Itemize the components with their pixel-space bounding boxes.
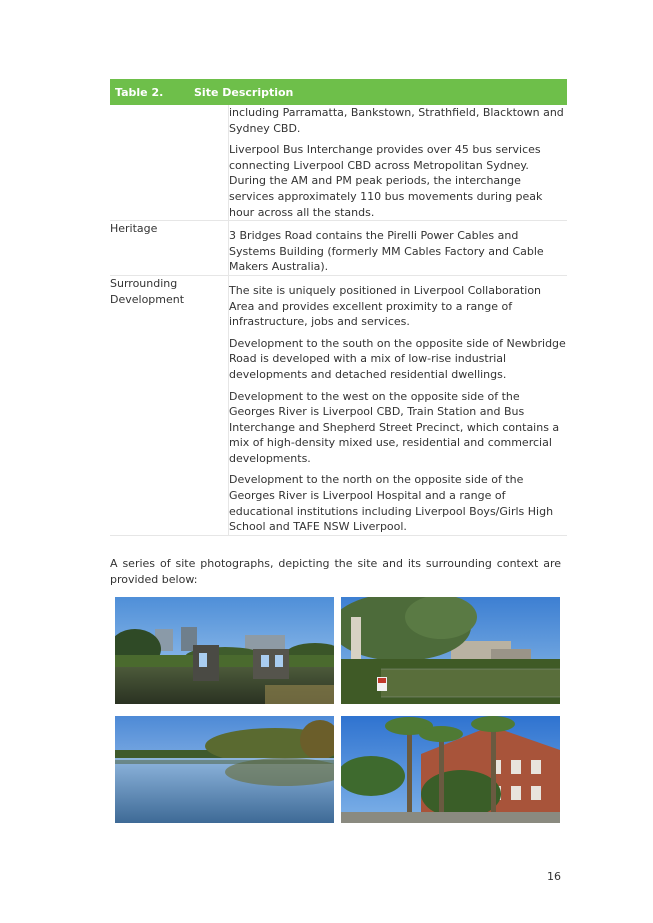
table-body (110, 105, 567, 536)
photo-river-reflection (115, 716, 334, 823)
row-description (229, 275, 568, 535)
row-label: Heritage (110, 221, 229, 276)
photo-river-bridge-piers (115, 597, 334, 704)
table-row (110, 221, 567, 276)
description-paragraph: Development to the north on the opposite side of the Georges River is Liverpool Hospital and a range of educational institutions including Liverpool Boys/Girls High School and TAFE NSW Liverpool. (229, 473, 554, 534)
table-number: Table 2. (115, 85, 164, 99)
photos-intro-text: A series of site photographs, depicting the site and its surrounding context are provided below: (110, 557, 561, 586)
description-paragraph: Liverpool Bus Interchange provides over 45 bus services connecting Liverpool CBD across Metropolitan Sydney. During the AM and PM peak periods, the interchange services approximately 110 bus movements during peak hour across all the stands. (229, 143, 543, 219)
row-label: Surrounding Development (110, 275, 229, 535)
description-paragraph: including Parramatta, Bankstown, Strathfield, Blacktown and Sydney CBD. (229, 106, 564, 135)
description-paragraph: The site is uniquely positioned in Liverpool Collaboration Area and provides excellent proximity to a range of infrastructure, jobs and services. (229, 283, 542, 329)
site-description-table (110, 79, 567, 536)
photo-gum-tree-fence (341, 597, 560, 704)
description-paragraph: 3 Bridges Road contains the Pirelli Power Cables and Systems Building (formerly MM Cables Factory and Cable Makers Australia). (229, 229, 544, 274)
table-row (110, 275, 567, 535)
row-label (110, 105, 229, 221)
row-description (229, 221, 568, 276)
table-row (110, 105, 567, 221)
page-number: 16 (547, 870, 561, 883)
photo-palms-brick-building (341, 716, 560, 823)
table-header (110, 79, 567, 105)
table-title: Site Description (194, 85, 294, 99)
description-paragraph: Development to the south on the opposite side of Newbridge Road is developed with a mix of low-rise industrial developments and detached residential dwellings. (229, 336, 566, 381)
row-description (229, 105, 568, 221)
description-paragraph: Development to the west on the opposite side of the Georges River is Liverpool CBD, Train Station and Bus Interchange and Shepherd Street Precinct, which contains a mix of high-density mixed use, residential and commercial developments. (229, 389, 560, 465)
